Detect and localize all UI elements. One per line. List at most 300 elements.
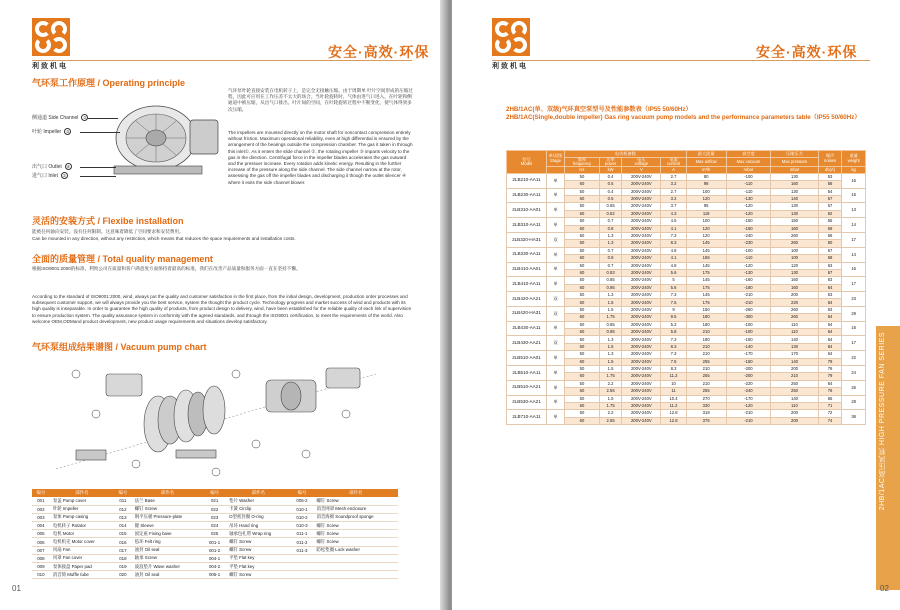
perf-cell: 175 <box>686 299 726 306</box>
perf-cell: 260 <box>771 306 819 313</box>
part-name: 螺钉 Screw <box>226 538 290 546</box>
unit-voltage: V <box>622 167 661 174</box>
perf-cell: 60 <box>565 240 600 247</box>
perf-cell: 100 <box>771 247 819 254</box>
perf-cell: 210 <box>771 373 819 380</box>
part-code: 025 <box>203 530 226 538</box>
part-name: 油封 Oil seal <box>132 546 203 554</box>
unit-freq: Hz <box>565 167 600 174</box>
model-stage: 单 <box>547 351 565 366</box>
perf-cell: 59 <box>818 225 842 232</box>
perf-cell: 200V-240V <box>622 321 661 328</box>
perf-row <box>507 262 866 269</box>
brand-name: 利致机电 <box>492 61 528 70</box>
model-stage: 单 <box>547 203 565 218</box>
model-stage: 双 <box>547 306 565 321</box>
perf-cell: 175 <box>686 269 726 276</box>
part-name: 螺钉 Screw <box>314 530 398 538</box>
perf-row <box>507 351 866 358</box>
perf-cell: 130 <box>771 343 819 350</box>
perf-cell: 120 <box>686 195 726 202</box>
col-model-en: Model <box>520 160 533 166</box>
perf-cell: 0.7 <box>599 247 621 254</box>
perf-title-cn: 2HB/1AC(单、双级)气环真空泵型号及性能参数表（IP55 50/60Hz） <box>506 106 692 113</box>
part-name: 卡簧 Circlip <box>226 505 290 513</box>
part-name: 波浪垫片 Wave washer <box>132 563 203 571</box>
perf-cell: 150 <box>686 306 726 313</box>
model-weight: 14 <box>842 247 866 262</box>
parts-header: 编号 <box>114 489 132 497</box>
perf-cell: 98 <box>686 181 726 188</box>
perf-cell: 200V-240V <box>622 218 661 225</box>
principle-text-cn: 气环泵叶轮直接安装在电机转子上，是完全无接触压缩。由于周期单 叶片空间形成的压缩过程，因此可应用在工作压差不太大的场合。当叶轮旋转时，气体由进气口进入，在叶轮和侧通道中被压缩，从出气口排出。叶片间的空间，在叶轮旋转过程中不断变化，使气体得到多次压缩。 <box>228 88 414 112</box>
col-voltage-en: voltage <box>634 160 649 166</box>
part-name: 油封 Oil seal <box>132 571 203 579</box>
series-side-tab <box>876 326 900 590</box>
part-code <box>290 554 313 562</box>
col-flow-en: Max airflow <box>686 157 726 167</box>
part-code: 011-2 <box>290 538 313 546</box>
part-name: 电机转子 Rotator <box>50 522 114 530</box>
perf-cell: -120 <box>726 262 771 269</box>
part-name: 风罩 Fan cover <box>50 554 114 562</box>
model-stage: 单 <box>547 380 565 395</box>
perf-cell: 12.8 <box>661 410 686 417</box>
perf-cell: 0.7 <box>599 218 621 225</box>
part-code: 010-2 <box>290 513 313 521</box>
col-group-motor: 电动机参数 <box>565 151 687 158</box>
unit-pres: mbar <box>771 167 819 174</box>
model-name: 2LB410-AA11 <box>507 277 547 292</box>
part-name: 垫片 Washer <box>226 497 290 505</box>
perf-cell: 1.5 <box>599 343 621 350</box>
parts-row <box>32 513 398 521</box>
part-code: 011 <box>114 497 132 505</box>
perf-cell: 1.5 <box>599 358 621 365</box>
perf-cell: 0.8 <box>599 225 621 232</box>
perf-cell: -180 <box>726 284 771 291</box>
parts-header: 编号 <box>203 489 226 497</box>
unit-power: kW <box>599 167 621 174</box>
part-code: 011-3 <box>290 546 313 554</box>
col-power-en: power <box>604 160 617 166</box>
model-weight: 29 <box>842 306 866 321</box>
perf-cell: 200V-240V <box>622 247 661 254</box>
perf-cell: 220 <box>771 299 819 306</box>
perf-cell: 95 <box>686 203 726 210</box>
perf-cell: -150 <box>726 358 771 365</box>
model-weight: 16 <box>842 173 866 188</box>
perf-cell: 145 <box>686 292 726 299</box>
brand-name: 利致机电 <box>32 61 68 70</box>
perf-cell: 12.8 <box>661 417 686 424</box>
perf-cell: 200V-240V <box>622 277 661 284</box>
part-code: 023 <box>203 513 226 521</box>
part-name: 风扇 Fan <box>50 546 114 554</box>
parts-row <box>32 563 398 571</box>
perf-cell: 160 <box>771 225 819 232</box>
perf-cell: 200V-240V <box>622 210 661 217</box>
perf-cell: -240 <box>726 388 771 395</box>
parts-header: 部件名 <box>226 489 290 497</box>
model-name: 2LB330-AA11 <box>507 247 547 262</box>
perf-cell: -260 <box>726 306 771 313</box>
perf-cell: 64 <box>818 314 842 321</box>
perf-cell: 200V-240V <box>622 299 661 306</box>
perf-cell: 140 <box>771 336 819 343</box>
model-weight: 16 <box>842 188 866 203</box>
perf-cell: 67 <box>818 269 842 276</box>
perf-cell: 4.8 <box>661 247 686 254</box>
performance-table-body <box>507 173 866 424</box>
perf-cell: 0.4 <box>599 188 621 195</box>
perf-cell: 8.3 <box>661 343 686 350</box>
part-code: 024 <box>203 522 226 530</box>
perf-cell: 200 <box>771 365 819 372</box>
perf-cell: 0.4 <box>599 173 621 180</box>
perf-cell: 120 <box>686 225 726 232</box>
perf-cell: 0.62 <box>599 210 621 217</box>
perf-row <box>507 380 866 387</box>
parts-row <box>32 571 398 579</box>
part-name: 电机机壳 Motor cover <box>50 538 114 546</box>
col-stage-en: Stage <box>550 157 561 163</box>
perf-cell: 200V-240V <box>622 195 661 202</box>
perf-cell: 64 <box>818 329 842 336</box>
parts-header: 部件名 <box>132 489 203 497</box>
model-weight: 13 <box>842 203 866 218</box>
perf-cell: 10 <box>661 380 686 387</box>
part-name: 平垫 Flat key <box>226 563 290 571</box>
perf-cell: 1.3 <box>599 336 621 343</box>
perf-cell: 1.3 <box>599 292 621 299</box>
perf-cell: 7.5 <box>661 299 686 306</box>
perf-row <box>507 277 866 284</box>
part-code: 014 <box>114 522 132 530</box>
part-name: 泵体接盘 Paper pad <box>50 563 114 571</box>
page-number-left: 01 <box>12 584 21 593</box>
perf-cell: 330 <box>686 402 726 409</box>
perf-cell: -210 <box>726 292 771 299</box>
perf-cell: 200V-240V <box>622 203 661 210</box>
perf-cell: 200V-240V <box>622 188 661 195</box>
perf-row <box>507 321 866 328</box>
perf-cell: 318 <box>686 410 726 417</box>
perf-cell: 9 <box>661 306 686 313</box>
perf-cell: 100 <box>686 188 726 195</box>
perf-cell: 79 <box>818 373 842 380</box>
perf-cell: 255 <box>686 373 726 380</box>
perf-cell: 57 <box>818 195 842 202</box>
perf-cell: 200V-240V <box>622 306 661 313</box>
perf-cell: 160 <box>771 181 819 188</box>
performance-table <box>506 150 866 425</box>
col-weight-en: weight <box>847 157 860 163</box>
perf-cell: 4.8 <box>661 262 686 269</box>
model-stage: 单 <box>547 365 565 380</box>
perf-cell: 74 <box>818 417 842 424</box>
perf-cell: 60 <box>565 269 600 276</box>
perf-cell: 200V-240V <box>622 232 661 239</box>
part-name: 螺钉 Screw <box>314 522 398 530</box>
perf-cell: 4.3 <box>661 210 686 217</box>
part-code: 022 <box>203 505 226 513</box>
principle-text-en: The impellers are mounted directly on the motor shaft for noncontact compression entirely without friction. Maximum operational reliability, even at high differential is ensured by the arrangement of the bearings outside the compression chamber. The gas it taken in through this inlet①. As it enters the slide channel ②, the rotating impeller ③ imparts velocity to the gas in the direction. Centrifugal force in the impeller blades accelerates the gas outward and the pressuer increase. Every rotation adds kinetic energy. Resulting in the further increase of the pressure along the side channel. The side channel narrow at the rotor, assessing the gas off the impeller blades and discharging it though the outlet silencer ④ where it exits the side channel blower. <box>228 130 413 185</box>
perf-cell: 50 <box>565 351 600 358</box>
model-name: 2LB320-HA31 <box>507 232 547 247</box>
perf-cell: 2.7 <box>661 173 686 180</box>
perf-cell: 0.85 <box>599 321 621 328</box>
part-code: 006 <box>32 538 50 546</box>
perf-cell: 260 <box>771 232 819 239</box>
perf-cell: 0.85 <box>599 277 621 284</box>
perf-cell: 110 <box>771 329 819 336</box>
part-name: 消音网罩 Mesh enclosure <box>314 505 398 513</box>
perf-cell: 145 <box>686 240 726 247</box>
perf-cell: 50 <box>565 218 600 225</box>
model-name: 2LB230-AA11 <box>507 188 547 203</box>
perf-cell: 1.5 <box>599 306 621 313</box>
perf-cell: 110 <box>771 402 819 409</box>
col-noise-en: noises <box>823 157 837 163</box>
col-pres: 压缩压力 <box>786 150 803 156</box>
perf-cell: 0.83 <box>599 269 621 276</box>
perf-cell: 54 <box>818 188 842 195</box>
part-name: 螺钉 Screw <box>314 497 398 505</box>
parts-row <box>32 505 398 513</box>
logo-left <box>32 18 70 56</box>
perf-cell: 130 <box>771 269 819 276</box>
perf-cell: 0.5 <box>599 195 621 202</box>
model-stage: 单 <box>547 395 565 410</box>
parts-header: 编号 <box>290 489 313 497</box>
part-code <box>290 571 313 579</box>
part-name: 螺钉 Screw <box>226 571 290 579</box>
perf-cell: 50 <box>565 232 600 239</box>
perf-cell: 50 <box>565 247 600 254</box>
perf-cell: 5.2 <box>661 321 686 328</box>
perf-cell: -200 <box>726 373 771 380</box>
quality-text-en: According to the standard of ISO9001:2000, wind, always put the quality and customer satisfaction in the first place, from the initial design, development, production order processes and subsequent customer support, we will always provide you the best service, system the thought the product cycle. Technology progress and market success of wind and products with its high quality is inseparable. In order to guarantee the high quality of products, from product design to delivery, wind, have been established for the reliable quality of each link of supervision to ensure production system. The quality assurance system in conformity with the agreed standards, and through the ISO9001 certification, to meet the requirements of the world. Also welcome OEM,ODMand product development, new product usage requirements and situations develop satisfactory. <box>32 294 412 324</box>
perf-cell: 64 <box>818 299 842 306</box>
perf-cell: 76 <box>818 388 842 395</box>
perf-cell: 60 <box>565 358 600 365</box>
perf-cell: -130 <box>726 269 771 276</box>
perf-cell: 60 <box>565 284 600 291</box>
part-code: 005-1 <box>203 571 226 579</box>
perf-cell: 200V-240V <box>622 225 661 232</box>
model-weight: 16 <box>842 321 866 336</box>
perf-cell: -150 <box>726 336 771 343</box>
perf-cell: 140 <box>771 195 819 202</box>
perf-cell: 60 <box>565 329 600 336</box>
perf-cell: 50 <box>565 277 600 284</box>
model-name: 2LB510-AA11 <box>507 365 547 380</box>
part-name: 吊环 Hand ring <box>226 522 290 530</box>
perf-cell: 100 <box>686 218 726 225</box>
perf-cell: 145 <box>686 262 726 269</box>
perf-cell: 200V-240V <box>622 173 661 180</box>
part-code: 001 <box>32 497 50 505</box>
perf-cell: 57 <box>818 203 842 210</box>
part-name: 螺钉 Screw <box>226 546 290 554</box>
perf-cell: 3.2 <box>661 195 686 202</box>
perf-cell: -170 <box>726 351 771 358</box>
perf-cell: 0.7 <box>599 262 621 269</box>
perf-cell: 60 <box>565 255 600 262</box>
part-name: 轴承包扎带 Wrap ring <box>226 530 290 538</box>
part-code: 004 <box>32 522 50 530</box>
model-weight: 28 <box>842 395 866 410</box>
part-name: 螺钉 Screw <box>314 538 398 546</box>
model-weight: 17 <box>842 336 866 351</box>
parts-row <box>32 546 398 554</box>
model-stage: 单 <box>547 247 565 262</box>
perf-cell: 60 <box>565 373 600 380</box>
perf-cell: -240 <box>726 232 771 239</box>
section-title-quality: 全面的质量管理 / Total quality management <box>32 254 213 264</box>
col-current-en: current <box>667 160 681 166</box>
perf-row <box>507 173 866 180</box>
perf-cell: 8.3 <box>661 240 686 247</box>
perf-cell: 210 <box>686 351 726 358</box>
perf-cell: -220 <box>726 380 771 387</box>
model-name: 2LB710-AA11 <box>507 410 547 425</box>
model-weight: 17 <box>842 277 866 292</box>
perf-row <box>507 232 866 239</box>
label-side-channel: 侧通道 Side Channel ② <box>32 115 87 121</box>
perf-cell: 5.6 <box>661 269 686 276</box>
perf-cell: 250 <box>771 388 819 395</box>
col-stage: 单/双级 <box>548 153 563 159</box>
perf-cell: 376 <box>686 417 726 424</box>
model-weight: 22 <box>842 351 866 366</box>
perf-cell: 63 <box>818 306 842 313</box>
parts-header: 部件名 <box>50 489 114 497</box>
perf-cell: 165 <box>686 255 726 262</box>
perf-cell: 64 <box>818 380 842 387</box>
part-code: 009 <box>32 563 50 571</box>
part-code: 013 <box>114 513 132 521</box>
perf-cell: 1.5 <box>599 395 621 402</box>
part-code: 021 <box>203 497 226 505</box>
label-impeller: 叶轮 Impeller ③ <box>32 129 70 135</box>
perf-cell: 3.2 <box>661 181 686 188</box>
part-name: 钢平压板 Pressure-plate <box>132 513 203 521</box>
perf-cell: 180 <box>686 321 726 328</box>
perf-row <box>507 218 866 225</box>
header-rule <box>492 60 870 61</box>
perf-cell: 160 <box>771 284 819 291</box>
perf-cell: -210 <box>726 417 771 424</box>
part-name <box>314 554 398 562</box>
page-number-right: 02 <box>880 584 889 593</box>
perf-cell: 170 <box>771 351 819 358</box>
part-code: 008 <box>32 554 50 562</box>
install-text-en: Can be mounted in any direction, without any restriction, which means that reduces the space requirements and installation costs. <box>32 236 296 241</box>
part-name: 轴承 Screw <box>132 554 203 562</box>
perf-cell: 255 <box>686 358 726 365</box>
perf-cell: -120 <box>726 203 771 210</box>
perf-cell: 200V-240V <box>622 284 661 291</box>
parts-header: 部件名 <box>314 489 398 497</box>
perf-cell: 210 <box>686 343 726 350</box>
part-code <box>290 563 313 571</box>
perf-cell: 56 <box>818 232 842 239</box>
part-name: 固定座 Fixing base <box>132 530 203 538</box>
perf-cell: -230 <box>726 240 771 247</box>
perf-cell: 50 <box>565 321 600 328</box>
perf-cell: 5.8 <box>661 329 686 336</box>
perf-cell: 50 <box>565 410 600 417</box>
perf-cell: 250 <box>771 380 819 387</box>
perf-cell: 60 <box>565 181 600 188</box>
perf-cell: 270 <box>686 395 726 402</box>
model-name: 2LB420-AA21 <box>507 292 547 307</box>
model-weight: 14 <box>842 218 866 233</box>
section-title-install: 灵活的安装方式 / Flexibe installation <box>32 216 184 226</box>
perf-cell: 200V-240V <box>622 255 661 262</box>
perf-cell: 60 <box>565 402 600 409</box>
parts-row <box>32 538 398 546</box>
perf-cell: 200V-240V <box>622 410 661 417</box>
perf-cell: 200V-240V <box>622 181 661 188</box>
unit-flow: m³/h <box>686 167 726 174</box>
perf-cell: 11 <box>661 388 686 395</box>
part-name <box>314 563 398 571</box>
perf-row <box>507 306 866 313</box>
unit-weight: kg <box>842 167 866 174</box>
model-stage: 单 <box>547 277 565 292</box>
model-name: 2LB430-AA21 <box>507 336 547 351</box>
perf-cell: -170 <box>726 395 771 402</box>
perf-cell: 7.3 <box>661 232 686 239</box>
series-side-tab-label: 2HB/1AC高压风机 HIGH PRESSURE FAN SERIES <box>879 332 886 511</box>
perf-cell: 7.3 <box>661 351 686 358</box>
perf-cell: 140 <box>771 395 819 402</box>
perf-cell: 63 <box>818 277 842 284</box>
col-vac-en: Max vacuum <box>726 157 771 167</box>
perf-cell: -130 <box>726 195 771 202</box>
part-name: 消音海绵 Soundproof sponge <box>314 513 398 521</box>
part-code: 012 <box>114 505 132 513</box>
part-name: 泵盖 Pump cover <box>50 497 114 505</box>
perf-cell: 160 <box>771 277 819 284</box>
perf-cell: 1.3 <box>599 232 621 239</box>
model-weight: 24 <box>842 365 866 380</box>
perf-cell: 11.2 <box>661 373 686 380</box>
perf-cell: 2.2 <box>599 380 621 387</box>
perf-cell: 1.5 <box>599 299 621 306</box>
part-code: 017 <box>114 546 132 554</box>
perf-cell: 175 <box>686 284 726 291</box>
perf-cell: 200V-240V <box>622 358 661 365</box>
perf-cell: 210 <box>686 380 726 387</box>
col-freq-en: frequency <box>572 160 592 166</box>
model-stage: 单 <box>547 262 565 277</box>
perf-cell: 55 <box>818 218 842 225</box>
part-name: 键 Sleeve <box>132 522 203 530</box>
perf-cell: 57 <box>818 247 842 254</box>
quality-text-cn: 根据ISO9001:2000的标准，利致公司在质量和客户满意度方面保持着最高的标准，我们在改善产品质量和服务方面一直在坚持不懈。 <box>32 266 301 271</box>
perf-cell: 4.5 <box>661 218 686 225</box>
exploded-view-diagram <box>46 354 386 484</box>
perf-cell: 50 <box>565 336 600 343</box>
perf-cell: 2.55 <box>599 388 621 395</box>
parts-row <box>32 497 398 505</box>
perf-cell: 4.1 <box>661 255 686 262</box>
perf-cell: 50 <box>565 173 600 180</box>
